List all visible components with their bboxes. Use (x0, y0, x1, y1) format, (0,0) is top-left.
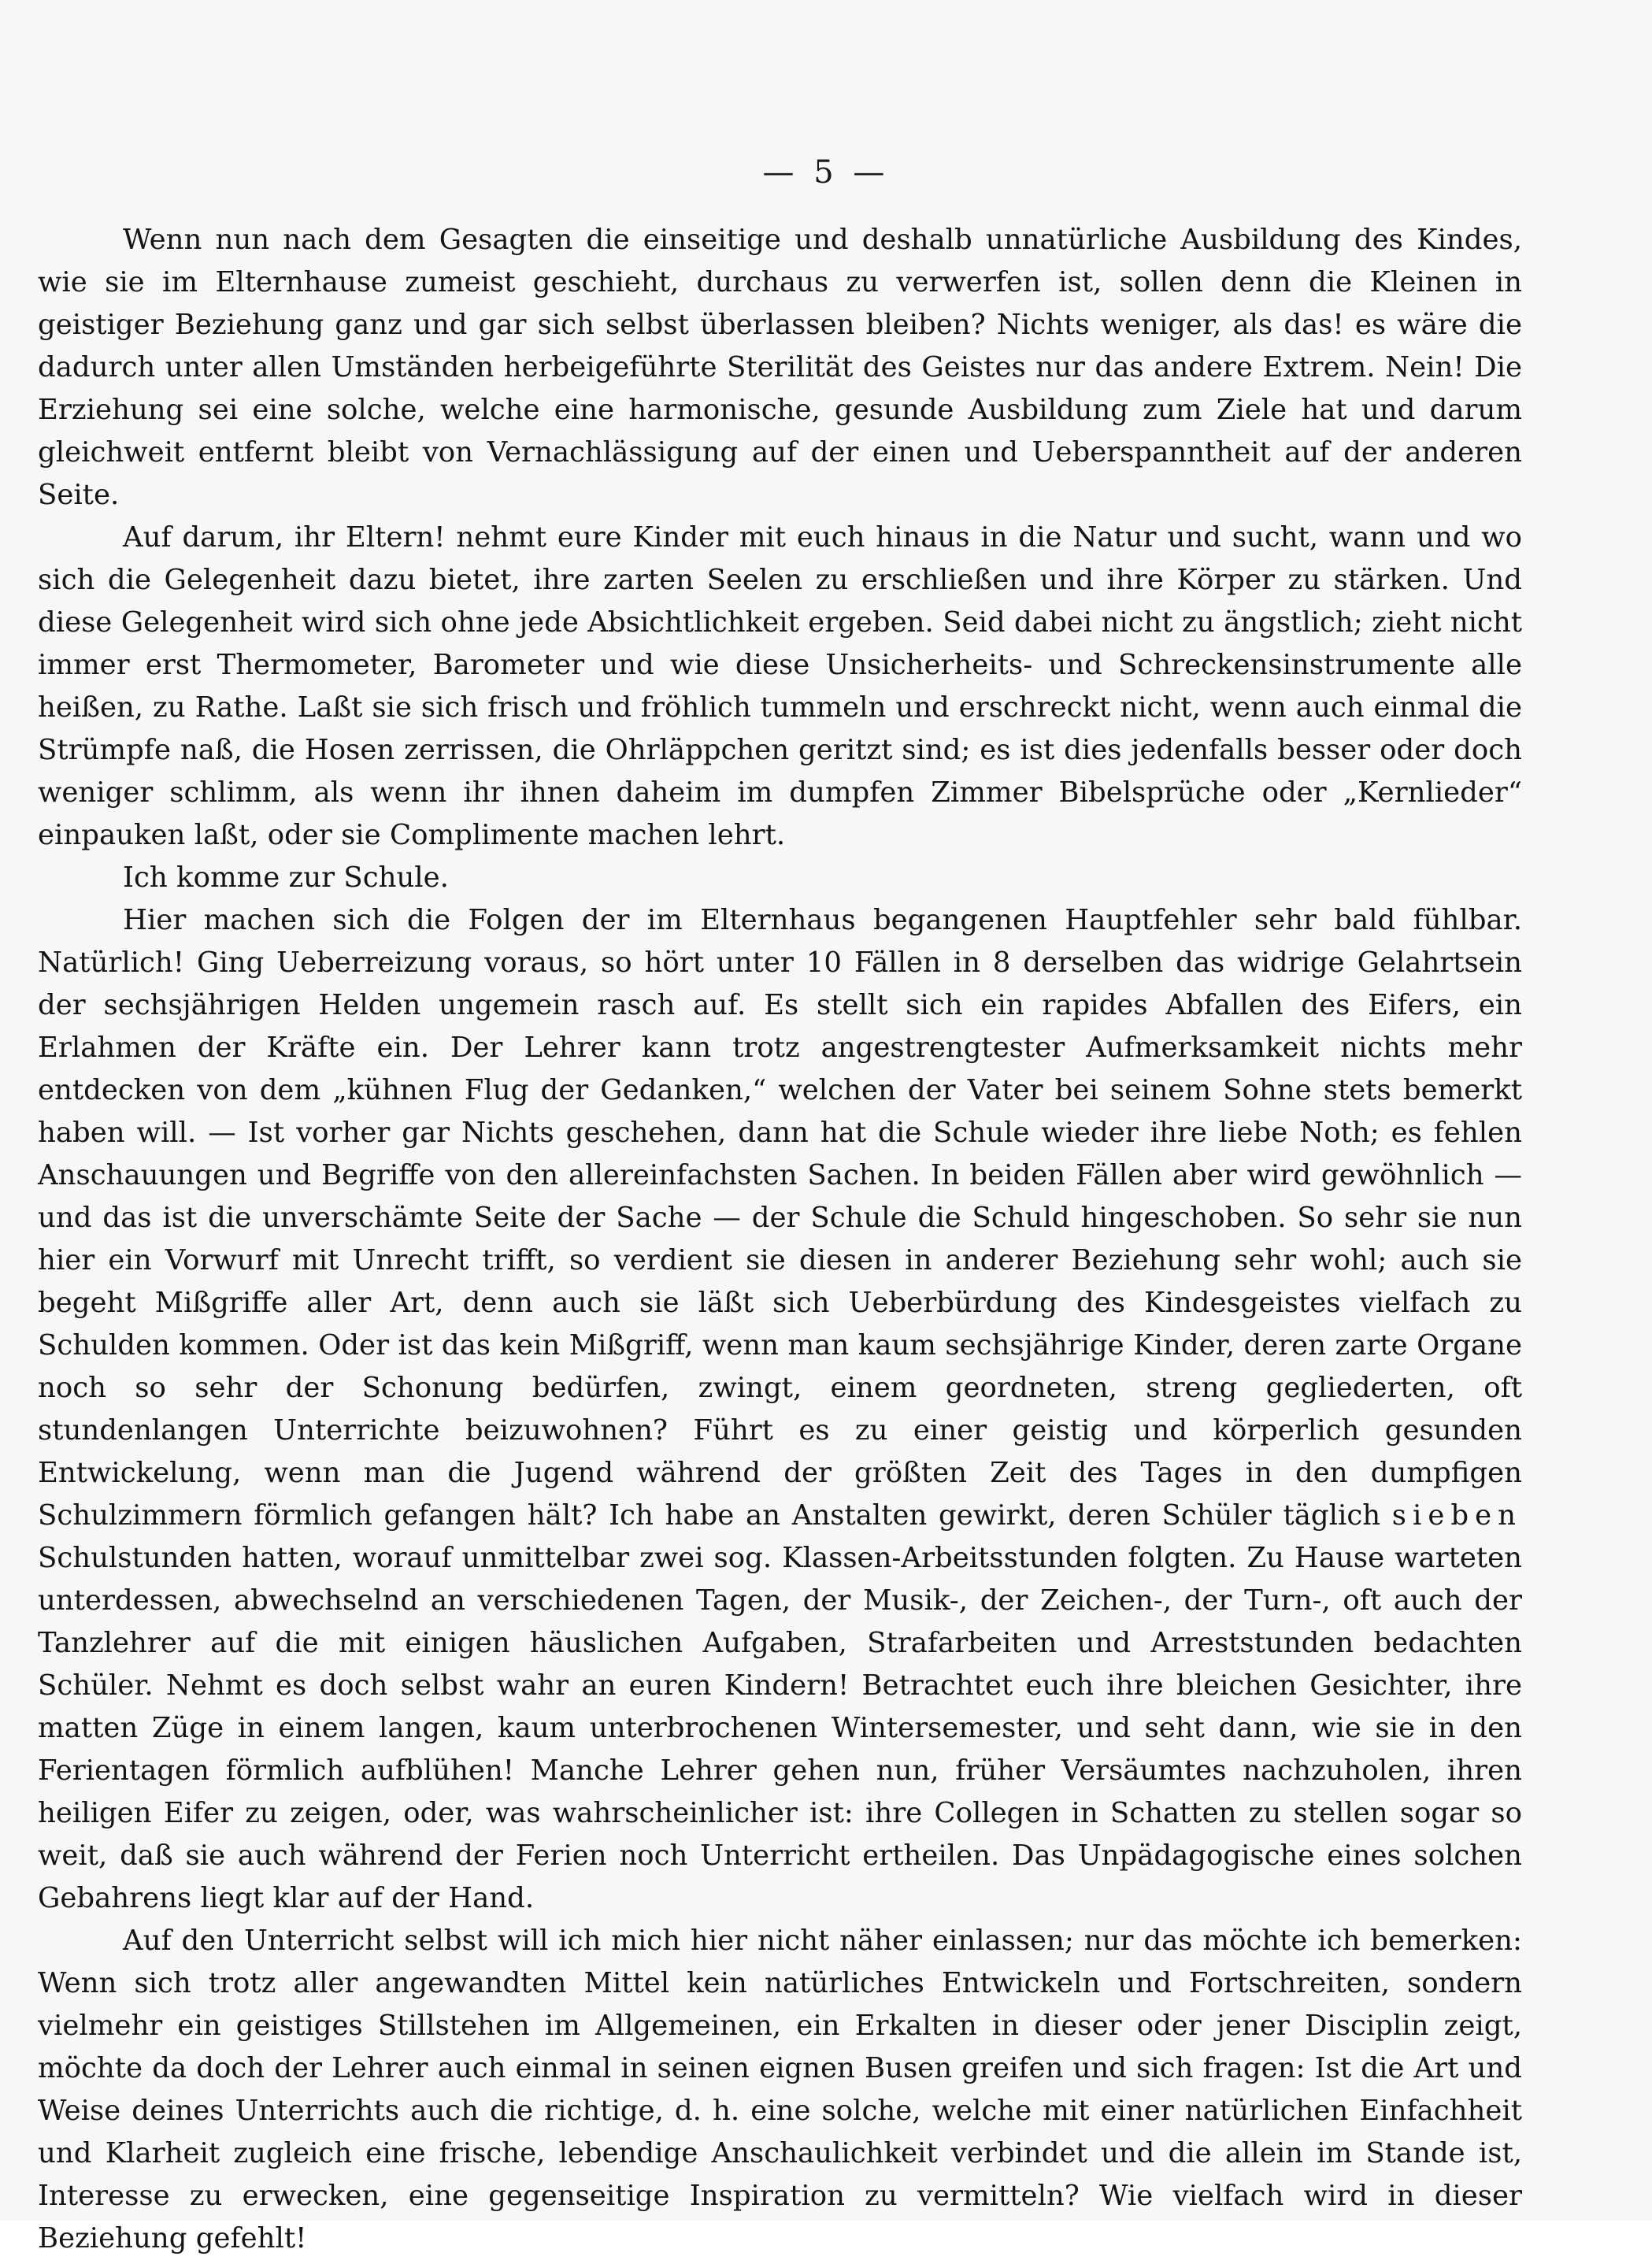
paragraph-3: Ich komme zur Schule. (123, 861, 449, 894)
paragraph-1: Wenn nun nach dem Gesagten die einseitige und deshalb unnatürliche Ausbildung des Kindes, wie sie im Elternhause zumeist geschieht, durchaus zu verwerfen ist, sollen denn die Kleinen in geistiger Beziehung ganz und gar sich selbst überlassen bleiben? Nichts weniger, als das! es wäre die dadurch unter allen Umständen herbeigeführte Sterilität des Geistes nur das andere Extrem. Nein! Die Erziehung sei eine solche, welche eine harmonische, gesunde Ausbildung zum Ziele hat und darum gleichweit entfernt bleibt von Vernachlässigung auf der einen und Ueberspanntheit auf der anderen Seite. (38, 224, 1522, 511)
paragraph-4-emphasis: sieben (1391, 1499, 1522, 1532)
paragraph-5: Auf den Unterricht selbst will ich mich hier nicht näher einlassen; nur das möchte ich bemerken: Wenn sich trotz aller angewandten Mittel kein natürliches Entwickeln und Fortschreiten, sondern vielmehr ein geistiges Stillstehen im Allgemeinen, ein Erkalten in dieser oder jener Disciplin zeigt, möchte da doch der Lehrer auch einmal in seinen eignen Busen greifen und sich fragen: Ist die Art und Weise deines Unterrichts auch die richtige, d. h. eine solche, welche mit einer natürlichen Einfachheit und Klarheit zugleich eine frische, lebendige Anschaulichkeit verbindet und die allein im Stande ist, Interesse zu erwecken, eine gegenseitige Inspiration zu vermitteln? Wie vielfach wird in dieser Beziehung gefehlt! (38, 1925, 1522, 2254)
paragraph-4-text-before: Hier machen sich die Folgen der im Elternhaus begangenen Hauptfehler sehr bald fühlbar. Natürlich! Ging Ueberreizung voraus, so hört unter 10 Fällen in 8 derselben das widrige Gelahrtsein der sechsjährigen Helden ungemein rasch auf. Es stellt sich ein rapides Abfallen des Eifers, ein Erlahmen der Kräfte ein. Der Lehrer kann trotz angestrengtester Aufmerksamkeit nichts mehr entdecken von dem „kühnen Flug der Gedanken,“ welchen der Vater bei seinem Sohne stets bemerkt haben will. — Ist vorher gar Nichts geschehen, dann hat die Schule wieder ihre liebe Noth; es fehlen Anschauungen und Begriffe von den allereinfachsten Sachen. In beiden Fällen aber wird gewöhnlich — und das ist die unverschämte Seite der Sache — der Schule die Schuld hingeschoben. So sehr sie nun hier ein Vorwurf mit Unrecht trifft, so verdient sie diesen in anderer Beziehung sehr wohl; auch sie begeht Mißgriffe aller Art, denn auch sie läßt sich Ueberbürdung des Kindesgeistes vielfach zu Schulden kommen. Oder ist das kein Mißgriff, wenn man kaum sechsjährige Kinder, deren zarte Organe noch so sehr der Schonung bedürfen, zwingt, einem geordneten, streng gegliederten, oft stundenlangen Unterrichte beizuwohnen? Führt es zu einer geistig und körperlich gesunden Entwickelung, wenn man die Jugend während der größten Zeit des Tages in den dumpfigen Schulzimmern förmlich gefangen hält? Ich habe an Anstalten gewirkt, deren Schüler täglich (38, 904, 1522, 1532)
paragraph-4-text-after: Schulstunden hatten, worauf unmittelbar zwei sog. Klassen-Arbeitsstunden folgten. Zu Hause warteten unterdessen, abwechselnd an verschiedenen Tagen, der Musik-, der Zeichen-, der Turn-, oft auch der Tanzlehrer auf die mit einigen häuslichen Aufgaben, Strafarbeiten und Arreststunden bedachten Schüler. Nehmt es doch selbst wahr an euren Kindern! Betrachtet euch ihre bleichen Gesichter, ihre matten Züge in einem langen, kaum unterbrochenen Wintersemester, und seht dann, wie sie in den Ferientagen förmlich aufblühen! Manche Lehrer gehen nun, früher Versäumtes nachzuholen, ihren heiligen Eifer zu zeigen, oder, was wahrscheinlicher ist: ihre Collegen in Schatten zu stellen sogar so weit, daß sie auch während der Ferien noch Unterricht ertheilen. Das Unpädagogische eines solchen Gebahrens liegt klar auf der Hand. (38, 1542, 1522, 1914)
paragraph-2: Auf darum, ihr Eltern! nehmt eure Kinder mit euch hinaus in die Natur und sucht, wann und wo sich die Gelegenheit dazu bietet, ihre zarten Seelen zu erschließen und ihre Körper zu stärken. Und diese Gelegenheit wird sich ohne jede Absichtlichkeit ergeben. Seid dabei nicht zu ängstlich; zieht nicht immer erst Thermometer, Barometer und wie diese Unsicherheits- und Schreckensinstrumente alle heißen, zu Rathe. Laßt sie sich frisch und fröhlich tummeln und erschreckt nicht, wenn auch einmal die Strümpfe naß, die Hosen zerrissen, die Ohrläppchen geritzt sind; es ist dies jedenfalls besser oder doch weniger schlimm, als wenn ihr ihnen daheim im dumpfen Zimmer Bibelsprüche oder „Kernlieder“ einpauken laßt, oder sie Complimente machen lehrt. (38, 521, 1522, 851)
body-text (38, 219, 1522, 2260)
page-number: — 5 — (762, 154, 890, 191)
paragraph-4 (38, 899, 1522, 1920)
